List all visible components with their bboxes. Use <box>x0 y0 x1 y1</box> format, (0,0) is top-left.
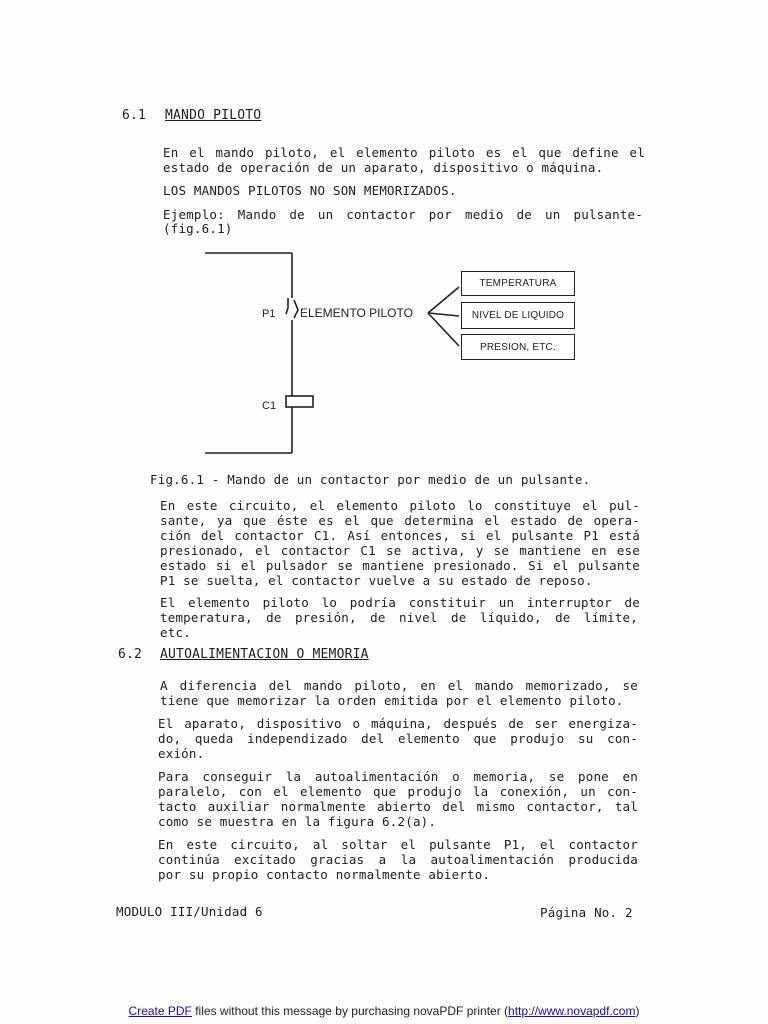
box-temperatura: TEMPERATURA <box>461 271 575 296</box>
create-pdf-link[interactable]: Create PDF <box>128 1004 192 1018</box>
para-conseguir-line-2: paralelo, con el elemento que produjo la conexión, un con- <box>158 784 638 799</box>
brace-lines <box>428 287 459 346</box>
p1-label: P1 <box>262 308 276 320</box>
intro-line-1: En el mando piloto, el elemento piloto es el que define el <box>163 145 645 160</box>
section-number: 6.1 <box>122 108 147 123</box>
para-element-line-2: temperatura, de presión, de nivel de líquido, de límite, <box>160 610 638 625</box>
intro-line-2: estado de operación de un aparato, dispositivo o máquina. <box>163 160 604 175</box>
para-circuit-line-6: P1 se suelta, el contactor vuelve a su estado de reposo. <box>160 573 593 588</box>
para-circuit-line-1: En este circuito, el elemento piloto lo constituye el pul- <box>160 498 640 513</box>
para-soltar-line-1: En este circuito, al soltar el pulsante P1, el contactor <box>158 837 638 852</box>
emphasis-line: LOS MANDOS PILOTOS NO SON MEMORIZADOS. <box>163 183 457 198</box>
figure-caption: Fig.6.1 - Mando de un contactor por medio de un pulsante. <box>150 472 591 487</box>
para-conseguir-line-4: como se muestra en la figura 6.2(a). <box>158 814 437 829</box>
pushbutton-symbol <box>286 298 288 314</box>
footer-page-number: Página No. 2 <box>540 905 633 920</box>
para-aparato-line-1: El aparato, dispositivo o máquina, después de ser energiza- <box>158 716 638 731</box>
pdf-notice <box>0 1004 768 1018</box>
c1-label: C1 <box>262 400 277 412</box>
para-circuit-line-2: sante, ya que éste es el que determina el estado de opera- <box>160 513 640 528</box>
example-line-2: (fig.6.1) <box>163 221 233 236</box>
para-element-line-3: etc. <box>160 625 191 640</box>
para-soltar-line-3: por su propio contacto normalmente abierto. <box>158 867 491 882</box>
section-number: 6.2 <box>118 647 143 662</box>
para-circuit-line-4: presionado, el contactor C1 se activa, y se mantiene en ese <box>160 543 640 558</box>
footer-module: MODULO III/Unidad 6 <box>116 904 263 919</box>
para-diff-line-1: A diferencia del mando piloto, en el mando memorizado, se <box>160 678 638 693</box>
example-line-1: Ejemplo: Mando de un contactor por medio de un pulsante- <box>163 207 643 222</box>
para-circuit-line-3: ción del contactor C1. Así entonces, si el pulsante P1 está <box>160 528 640 543</box>
box-presion: PRESION, ETC. <box>461 334 575 360</box>
pdf-notice-end: ) <box>635 1004 640 1018</box>
element-piloto-label: ELEMENTO PILOTO <box>300 306 413 320</box>
section-title: AUTOALIMENTACION O MEMORIA <box>160 647 369 662</box>
para-conseguir-line-1: Para conseguir la autoalimentación o memoria, se pone en <box>158 769 638 784</box>
para-aparato-line-3: exión. <box>158 746 205 761</box>
box-nivel-liquido: NIVEL DE LIQUIDO <box>461 302 575 329</box>
para-diff-line-2: tiene que memorizar la orden emitida por el elemento piloto. <box>160 693 624 708</box>
section-title: MANDO PILOTO <box>165 108 262 123</box>
pdf-notice-text: files without this message by purchasing novaPDF printer ( <box>191 1004 509 1018</box>
para-conseguir-line-3: tacto auxiliar normalmente abierto del mismo contactor, tal <box>158 799 638 814</box>
para-soltar-line-2: continúa excitado gracias a la autoalimentación producida <box>158 852 638 867</box>
para-element-line-1: El elemento piloto lo podría constituir un interruptor de <box>160 595 640 610</box>
para-aparato-line-2: do, queda independizado del elemento que produjo su con- <box>158 731 638 746</box>
para-circuit-line-5: estado si el pulsador se mantiene presionado. Si el pulsante <box>160 558 640 573</box>
novapdf-link[interactable]: http://www.novapdf.com <box>508 1004 636 1018</box>
coil-c1-symbol <box>286 396 313 407</box>
